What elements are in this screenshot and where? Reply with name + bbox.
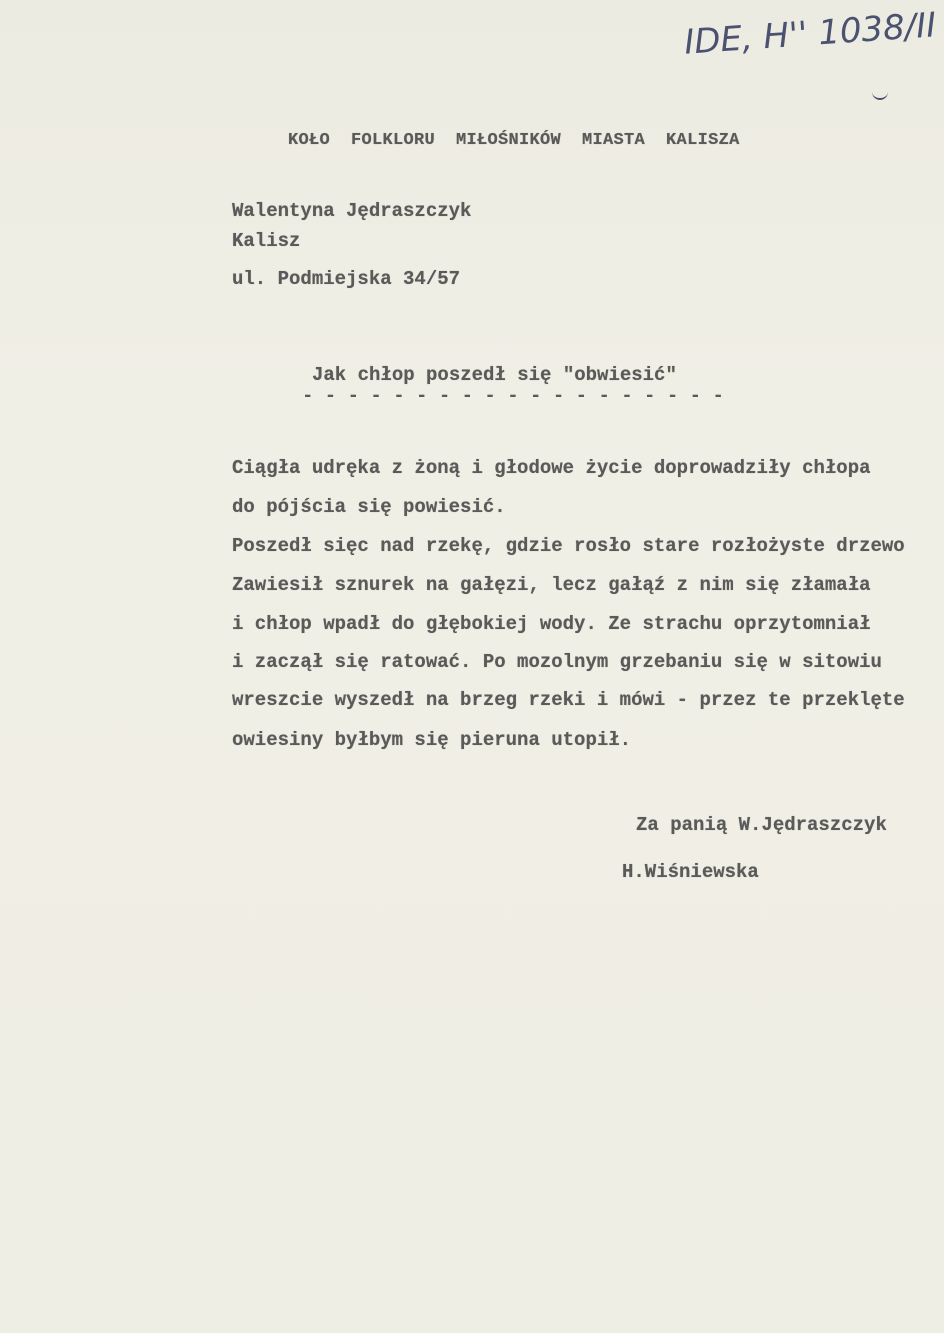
body-line: Poszedł sięc nad rzekę, gdzie rosło stare rozłożyste drzewo: [232, 535, 905, 557]
organization-header: KOŁO FOLKLORU MIŁOŚNIKÓW MIASTA KALISZA: [288, 131, 740, 150]
body-line: owiesiny byłbym się pieruna utopił.: [232, 729, 632, 751]
body-line: i chłop wpadł do głębokiej wody. Ze strachu oprzytomniał: [232, 613, 871, 635]
body-line: do pójścia się powiesić.: [232, 496, 506, 518]
archive-mark-underline: [872, 92, 888, 100]
author-city: Kalisz: [232, 230, 301, 252]
signature-name: H.Wiśniewska: [622, 861, 759, 883]
author-street: ul. Podmiejska 34/57: [232, 268, 461, 290]
archive-handwritten-mark: IDE, H'' 1038/II: [682, 5, 938, 63]
title-underline: - - - - - - - - - - - - - - - - - - -: [302, 385, 724, 407]
body-line: Zawiesił sznurek na gałęzi, lecz gałąź z nim się złamała: [232, 574, 871, 596]
story-title: Jak chłop poszedł się "obwiesić": [312, 364, 677, 386]
signature-attribution: Za panią W.Jędraszczyk: [636, 814, 887, 836]
body-line: i zaczął się ratować. Po mozolnym grzebaniu się w sitowiu: [232, 651, 882, 673]
body-line: wreszcie wyszedł na brzeg rzeki i mówi - przez te przeklęte: [232, 689, 905, 711]
author-name: Walentyna Jędraszczyk: [232, 200, 472, 222]
body-line: Ciągła udręka z żoną i głodowe życie doprowadziły chłopa: [232, 457, 871, 479]
